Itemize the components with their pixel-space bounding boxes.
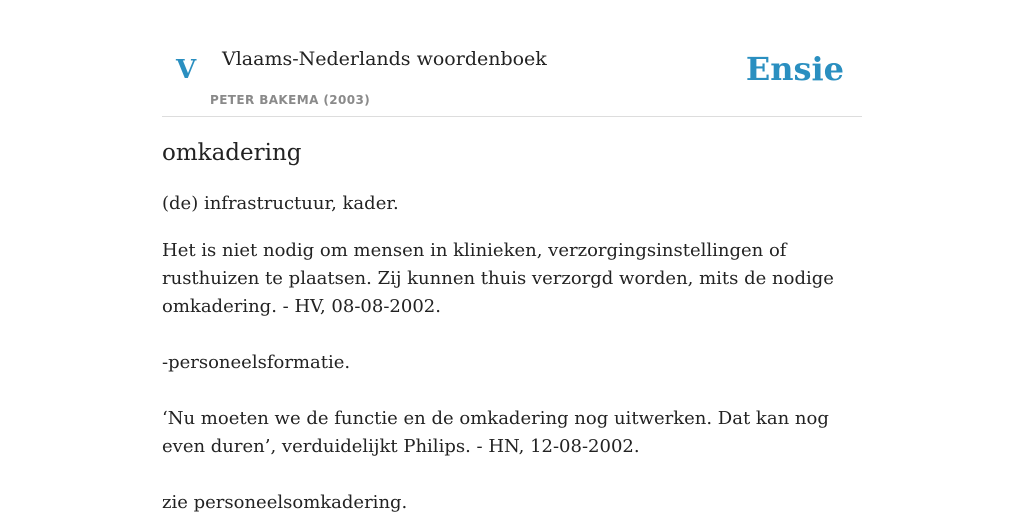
ensie-brand-logo[interactable]: Ensie (745, 50, 844, 88)
dictionary-author: PETER BAKEMA (2003) (210, 93, 371, 107)
dictionary-logo[interactable]: V (176, 55, 197, 85)
dictionary-header (162, 0, 862, 117)
entry-headword: omkadering (162, 140, 302, 166)
entry-example-1: Het is niet nodig om mensen in klinieken, verzorgingsinstellingen of rusthuizen te plaatsen. Zij kunnen thuis verzorgd worden, mits de nodige omkadering. - HV, 08-08-2002. (162, 240, 834, 317)
entry-see-also: zie personeelsomkadering. (162, 492, 408, 512)
entry-definition: (de) infrastructuur, kader. (162, 193, 399, 214)
entry-example-2: ‘Nu moeten we de functie en de omkadering nog uitwerken. Dat kan nog even duren’, verduidelijkt Philips. - HN, 12-08-2002. (162, 408, 829, 457)
entry-sense-2: -personeelsformatie. (162, 352, 351, 373)
dictionary-title[interactable]: Vlaams-Nederlands woordenboek (222, 48, 547, 70)
dictionary-entry (162, 136, 862, 512)
